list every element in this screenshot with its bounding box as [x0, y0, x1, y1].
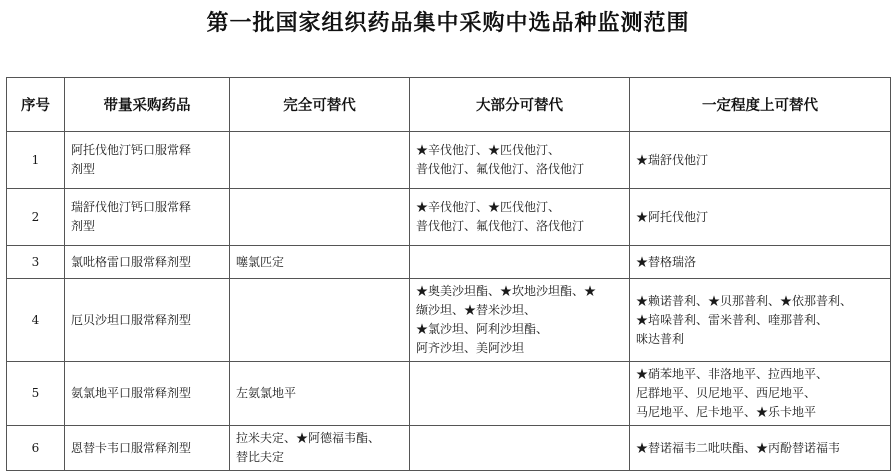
cell-line: 氨氯地平口服常释剂型	[71, 386, 192, 400]
cell-line: 左氨氯地平	[236, 386, 297, 400]
full-substitute-cell	[230, 132, 410, 189]
cell-line: ★辛伐他汀、★匹伐他汀、	[416, 143, 561, 157]
row-index: 6	[7, 426, 65, 471]
drug-cell	[65, 189, 230, 246]
table-header-row	[7, 78, 891, 132]
row-index: 4	[7, 279, 65, 362]
table-row	[7, 426, 891, 471]
monitoring-table	[6, 77, 891, 471]
partial-substitute-cell	[630, 426, 891, 471]
cell-line: 厄贝沙坦口服常释剂型	[71, 312, 192, 327]
drug-cell	[65, 279, 230, 362]
cell-line: ★赖诺普利、★贝那普利、★依那普利、	[636, 293, 853, 308]
most-substitute-cell	[410, 426, 630, 471]
drug-cell	[65, 132, 230, 189]
cell-line: ★奥美沙坦酯、★坎地沙坦酯、★	[416, 284, 597, 298]
drug-cell	[65, 246, 230, 279]
cell-line: 瑞舒伐他汀钙口服常释	[71, 200, 192, 214]
full-substitute-cell	[230, 362, 410, 426]
header-index: 序号	[7, 78, 65, 132]
cell-line: 剂型	[71, 162, 96, 176]
partial-substitute-cell	[630, 362, 891, 426]
most-substitute-cell	[410, 279, 630, 362]
cell-line: 马尼地平、尼卡地平、★乐卡地平	[636, 405, 817, 419]
partial-substitute-cell	[630, 189, 891, 246]
cell-line: 拉米夫定、★阿德福韦酯、	[236, 431, 381, 445]
cell-line: 替比夫定	[236, 450, 285, 464]
partial-substitute-cell	[630, 132, 891, 189]
cell-line: ★氯沙坦、阿利沙坦酯、	[416, 322, 549, 336]
partial-substitute-cell	[630, 246, 891, 279]
row-index: 2	[7, 189, 65, 246]
cell-line: ★硝苯地平、非洛地平、拉西地平、	[636, 367, 829, 381]
header-full-substitute: 完全可替代	[230, 78, 410, 132]
cell-line: 阿齐沙坦、美阿沙坦	[416, 341, 525, 355]
cell-line: 氯吡格雷口服常释剂型	[71, 254, 192, 269]
row-index: 1	[7, 132, 65, 189]
cell-line: 噻氯匹定	[236, 254, 285, 269]
cell-line: 普伐他汀、氟伐他汀、洛伐他汀	[416, 219, 585, 233]
cell-line: ★阿托伐他汀	[636, 209, 709, 224]
most-substitute-cell	[410, 362, 630, 426]
most-substitute-cell	[410, 246, 630, 279]
header-most-substitute: 大部分可替代	[410, 78, 630, 132]
cell-line: ★瑞舒伐他汀	[636, 152, 709, 167]
table-row	[7, 246, 891, 279]
cell-line: 尼群地平、贝尼地平、西尼地平、	[636, 386, 817, 400]
cell-line: ★替格瑞洛	[636, 254, 697, 269]
cell-line: ★辛伐他汀、★匹伐他汀、	[416, 200, 561, 214]
full-substitute-cell	[230, 279, 410, 362]
drug-cell	[65, 426, 230, 471]
full-substitute-cell	[230, 246, 410, 279]
table-row	[7, 279, 891, 362]
cell-line: ★培哚普利、雷米普利、喹那普利、	[636, 312, 829, 327]
cell-line: ★替诺福韦二吡呋酯、★丙酚替诺福韦	[636, 440, 841, 455]
cell-line: 缬沙坦、★替米沙坦、	[416, 303, 537, 317]
cell-line: 咪达普利	[636, 331, 685, 346]
row-index: 5	[7, 362, 65, 426]
table-row	[7, 189, 891, 246]
header-drug: 带量采购药品	[65, 78, 230, 132]
header-partial-substitute: 一定程度上可替代	[630, 78, 891, 132]
table-row	[7, 362, 891, 426]
document-title: 第一批国家组织药品集中采购中选品种监测范围	[206, 11, 690, 36]
cell-line: 普伐他汀、氟伐他汀、洛伐他汀	[416, 162, 585, 176]
table-row	[7, 132, 891, 189]
partial-substitute-cell	[630, 279, 891, 362]
most-substitute-cell	[410, 132, 630, 189]
row-index: 3	[7, 246, 65, 279]
drug-cell	[65, 362, 230, 426]
most-substitute-cell	[410, 189, 630, 246]
cell-line: 恩替卡韦口服常释剂型	[71, 440, 192, 455]
cell-line: 阿托伐他汀钙口服常释	[71, 143, 192, 157]
full-substitute-cell	[230, 426, 410, 471]
full-substitute-cell	[230, 189, 410, 246]
cell-line: 剂型	[71, 219, 96, 233]
